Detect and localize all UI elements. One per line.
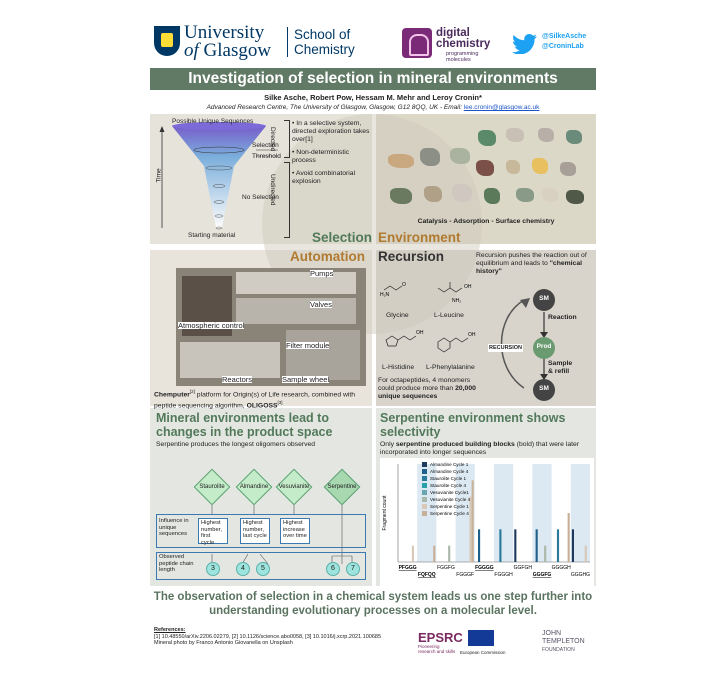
chart-tick-label: FGGGH [494,572,513,578]
selection-label: Selection [252,142,279,149]
selection-bullets: • In a selective system, directed exploration takes over[1] • Non-deterministic process • Avoid combinatorial explosion [292,120,370,185]
conclusion-text: The observation of selection in a chemical system leads us one step further into understanding evolutionary processes on a molecular level. [153,591,593,617]
chart-bar [499,529,501,562]
svg-text:H₂N: H₂N [380,292,390,298]
legend-entry: Staurolite Cycle 4 [430,483,467,488]
chart-bar [572,529,574,562]
reaction-label: Reaction [548,314,577,321]
chain-length-4: 4 [236,562,250,576]
chart-bar [472,480,474,562]
starting-material-label: Starting material [188,232,236,239]
undirected-label: Undirected [269,174,276,206]
staurolite-influence-box: Highest number, first cycle [198,518,228,544]
epsrc-logo: EPSRC [418,630,463,645]
svg-text:OH: OH [468,332,476,338]
chart-bar [448,546,450,562]
time-axis-label: Time [155,168,163,183]
chart-bar [478,529,480,562]
chart-tick-label: PFGGG [398,565,417,571]
threshold-label: Threshold [252,153,281,160]
chart-tick-label: FGGGG [475,565,494,571]
legend-swatch [422,476,427,481]
staurolite-label: Staurolite [199,484,225,490]
chart-band [494,464,513,562]
filter-module-label: Filter module [286,341,330,350]
funnel-top-label: Possible Unique Sequences [172,118,254,125]
leucine-label: L-Leucine [434,312,464,319]
university-name: University of Glasgow [184,22,272,61]
legend-entry: Almandine Cycle 4 [430,469,469,474]
almandine-influence-box: Highest number, last cycle [240,518,270,544]
recursion-description: Recursion pushes the reaction out of equilibrium and leads to "chemical history" [476,252,587,275]
legend-swatch [422,490,427,495]
mineral-heading: Mineral environments lead to changes in the product space [156,411,333,439]
octapeptide-text: For octapeptides, 4 monomers could produce more than 20,000 unique sequences [378,377,476,400]
legend-swatch [422,462,427,467]
eu-label: European Commission [460,650,506,655]
refill-label: & refill [548,368,570,375]
chart-bar [433,546,435,562]
poster-title: Investigation of selection in mineral environments [150,68,596,90]
poster [150,22,596,662]
sm-node-top: SM [539,295,549,302]
legend-swatch [422,497,427,502]
directed-label: Directed [269,127,276,152]
histidine-label: L-Histidine [382,364,415,371]
chart-bar [514,529,516,562]
environment-heading: Environment [378,230,461,245]
mineral-photo [380,118,592,214]
chart-tick-label: GGGGH [551,565,571,571]
svg-text:OH: OH [464,284,472,290]
chart-bar [536,529,538,562]
sample-label: Sample [548,360,573,367]
chart-bar [585,546,587,562]
automation-heading: Automation [290,249,365,264]
references: References: [1] 10.48550/arXiv.2206.02279, [2] 10.1126/science.abo0058, [3] 10.1016/j.xcrp.2021.100685 Mineral photo by Franco Antonio Giovanella on Unsplash [154,627,382,646]
vesuvianite-label: Vesuvianite [278,484,310,490]
influence-label: Influence in unique sequences [159,518,189,537]
fragment-count-chart [380,458,594,586]
vesuvianite-influence-box: Highest increase over time [280,518,310,544]
chain-length-label: Observed peptide chain length [159,554,194,573]
twitter-handles [542,32,586,52]
phenylalanine-label: L-Phenylalanine [426,364,475,371]
chart-bar [568,513,570,562]
eu-flag-icon [468,630,494,646]
digital-chemistry-title: digital chemistry [436,27,491,50]
chain-length-7: 7 [346,562,360,576]
chart-tick-label: GGGFG [532,572,552,578]
chart-bar [557,529,559,562]
svg-text:NH₂: NH₂ [452,298,462,304]
twitter-bird-icon [512,34,538,54]
svg-text:OH: OH [416,330,424,336]
chain-length-5: 5 [256,562,270,576]
selection-heading: Selection [312,230,373,245]
chart-tick-label: GGFGH [513,565,532,571]
mineral-subheading: Serpentine produces the longest oligomers observed [156,441,316,448]
chemputer-caption: Chemputer[2] platform for Origin(s) of Life research, combined with peptide sequencing algorithm, OLIGOSS[3] [154,389,356,410]
school-name: School of Chemistry [287,27,382,57]
serpentine-subheading: Only serpentine produced building blocks (bold) that were later incorporated into longer sequences [380,441,580,456]
no-selection-label: No Selection [242,194,279,201]
environment-caption: Catalysis - Adsorption - Surface chemistry [417,218,555,225]
chart-tick-label: FGGGF [456,572,475,578]
sample-wheel-label: Sample wheel [282,375,330,384]
reactors-label: Reactors [222,375,253,384]
templeton-logo: JOHN TEMPLETON FOUNDATION [542,630,585,653]
legend-entry: Staurolite Cycle 1 [430,476,467,481]
legend-entry: Serpentine Cycle 4 [430,511,469,516]
chain-length-3: 3 [206,562,220,576]
legend-swatch [422,511,427,516]
legend-swatch [422,483,427,488]
recursion-cycle-label: RECURSION [489,345,523,351]
chart-band [532,464,551,562]
pumps-label: Pumps [310,269,334,278]
amino-acid-structures [378,278,488,374]
sm-node-bottom: SM [539,385,549,392]
chart-tick-label: FQFQQ [417,572,436,578]
twitter-handle-link[interactable]: @SilkeAsche [542,33,587,40]
almandine-label: Almandine [239,484,269,490]
chart-tick-label: GGGHG [570,572,590,578]
valves-label: Valves [310,300,332,309]
epsrc-tagline: Pioneering research and skills [418,644,456,654]
chart-tick-label: FGGFG [437,565,455,571]
svg-text:O: O [402,282,406,288]
serpentine-heading: Serpentine environment shows selectivity [380,411,566,439]
legend-entry: Almandine Cycle 1 [430,462,469,467]
glycine-label: Glycine [386,312,409,319]
recursion-heading: Recursion [378,249,445,264]
prod-node: Prod [536,343,552,350]
university-crest-icon [154,26,180,56]
legend-swatch [422,504,427,509]
legend-swatch [422,469,427,474]
serpentine-label: Serpentine [327,484,357,490]
chart-bar [469,497,471,562]
selection-funnel-diagram [154,116,284,242]
digital-chemistry-subtitle: programming molecules [446,51,479,63]
legend-entry: Vesuvianite Cycle 4 [430,497,471,502]
email-link[interactable]: lee.cronin@glasgow.ac.uk [463,104,540,111]
digital-chemistry-logo-icon [402,28,432,58]
directed-bracket [284,120,290,158]
authors: Silke Asche, Robert Pow, Hessam M. Mehr and Leroy Cronin* [264,93,482,102]
affiliation: Advanced Research Centre, The University of Glasgow, Glasgow, G12 8QQ, UK - Email: lee.cronin@glasgow.ac.uk [206,104,540,111]
chart-bar [412,546,414,562]
chart-bar [544,546,546,562]
atmospheric-control-label: Atmospheric control [178,321,245,330]
chain-length-6: 6 [326,562,340,576]
legend-entry: Serpentine Cycle 1 [430,504,469,509]
legend-entry: Vesuvianite Cycle1 [430,490,469,495]
chart-y-label: Fragment count [382,495,388,531]
undirected-bracket [284,162,290,238]
twitter-handle-link[interactable]: @CroninLab [542,43,584,50]
